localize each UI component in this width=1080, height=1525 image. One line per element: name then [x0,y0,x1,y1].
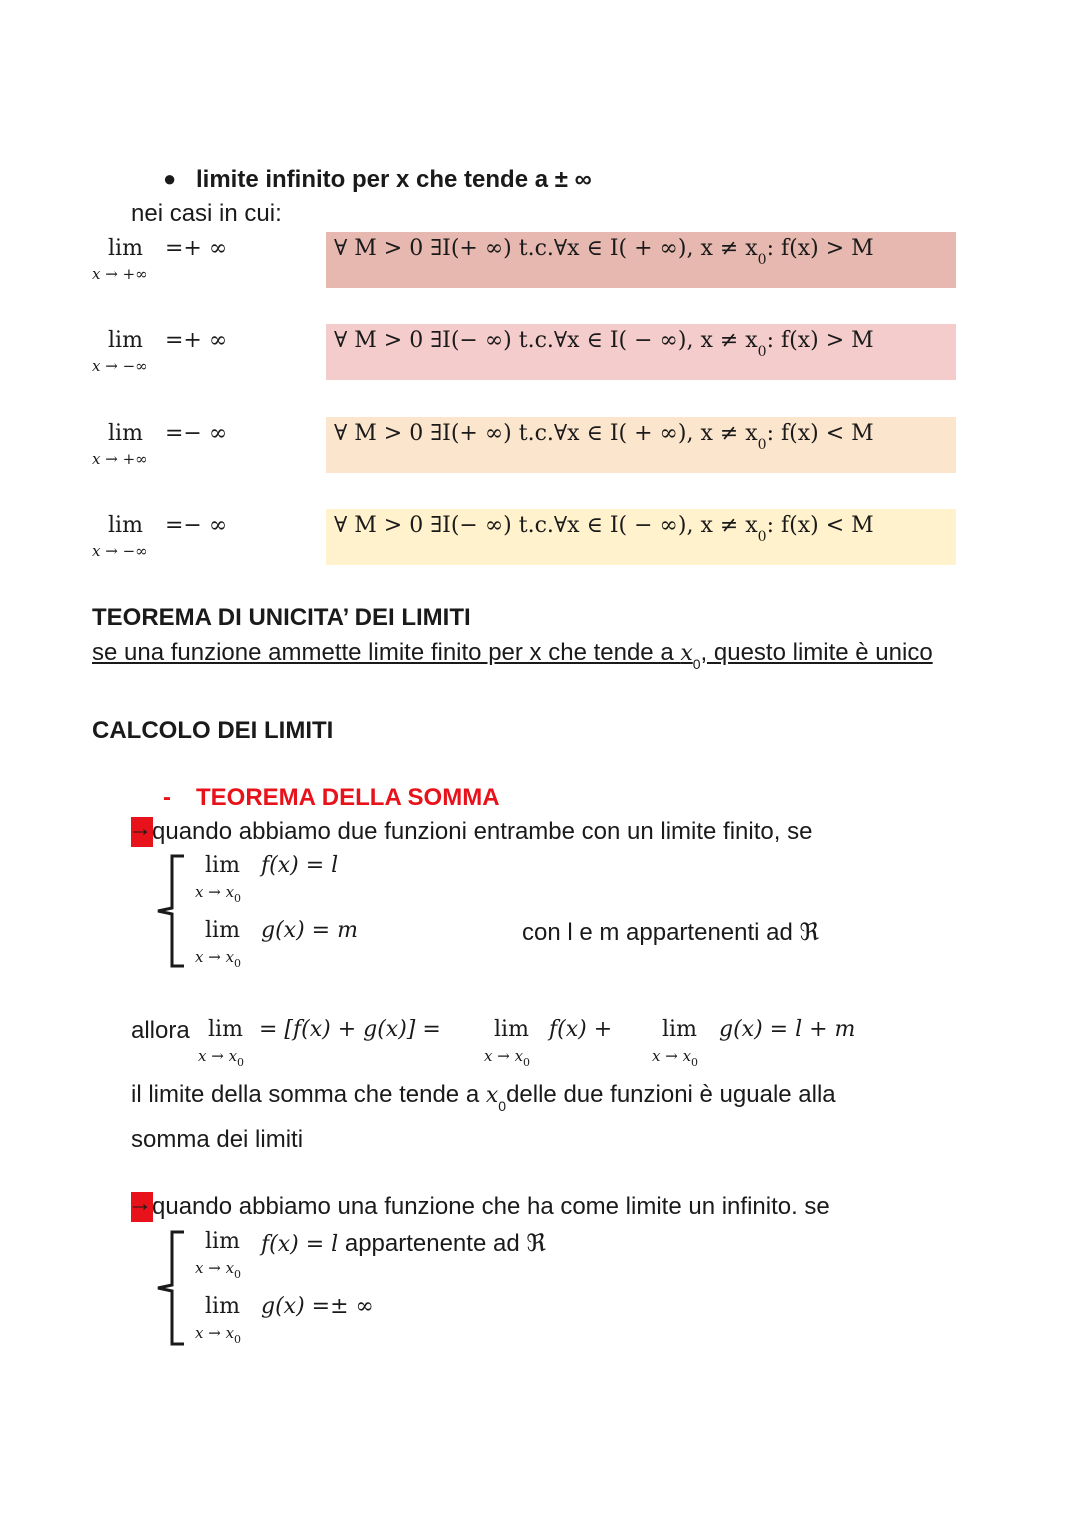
left-brace-icon [154,852,194,970]
lim-subscript: $x \to x_0$ [195,1324,242,1346]
lim-subscript: $x \to x_0$ [195,1259,242,1281]
lim-subscript: x → +∞ [92,450,148,468]
lim-word: lim [108,328,143,353]
lim-subscript: $x \to x_0$ [198,1047,245,1069]
case1-limit-g-expr: g(x) = m [261,918,358,943]
lim-subscript: $x \to x_0$ [195,948,242,970]
case1-note: con l e m appartenenti ad ℜ [522,919,820,946]
condition-formula: ∀ M > 0 ∃I(− ∞) t.c.∀x ∈ I( − ∞), $x \ne x_0$: f(x) > M [334,328,874,360]
lim-word: lim [662,1017,697,1042]
case2-limit-g-expr: g(x) =± ∞ [261,1294,374,1319]
lim-word: lim [205,918,240,943]
lim-subscript: x → −∞ [92,542,148,560]
bullet: ● [163,166,177,191]
uniqueness-statement: se una funzione ammette limite finito per x che tende a $x_0$, questo limite è unico [92,639,933,672]
lim-subscript: x → −∞ [92,357,148,375]
lim-word: lim [205,1229,240,1254]
sum-theorem-title: TEOREMA DELLA SOMMA [196,784,500,811]
lim-word: lim [208,1017,243,1042]
condition-formula: ∀ M > 0 ∃I(+ ∞) t.c.∀x ∈ I( + ∞), $x \ne x_0$: f(x) > M [334,236,874,268]
sum-expression: = [f(x) + g(x)] = [259,1017,441,1042]
lim-subscript: $x \to x_0$ [652,1047,699,1069]
limit-value: =+ ∞ [165,328,228,353]
lim-word: lim [205,1294,240,1319]
f-term: f(x) + [549,1017,613,1042]
limit-value: =− ∞ [165,421,228,446]
condition-formula: ∀ M > 0 ∃I(+ ∞) t.c.∀x ∈ I( + ∞), $x \ne x_0$: f(x) < M [334,421,874,453]
right-arrow-icon: → [128,1190,152,1217]
lim-word: lim [205,853,240,878]
case1-intro: quando abbiamo due funzioni entrambe con un limite finito, se [152,818,813,845]
limit-value: =+ ∞ [165,236,228,261]
calc-title: CALCOLO DEI LIMITI [92,717,334,744]
lim-subscript: x → +∞ [92,265,148,283]
lim-word: lim [108,513,143,538]
explanation-line-1: il limite della somma che tende a $x_0delle$ due funzioni è uguale alla [131,1081,836,1114]
g-term-result: g(x) = l + m [719,1017,856,1042]
lim-word: lim [494,1017,529,1042]
lim-subscript: $x \to x_0$ [195,883,242,905]
right-arrow-icon: → [128,815,152,842]
section-heading-infinite-limit: limite infinito per x che tende a ± ∞ [196,166,592,193]
condition-formula: ∀ M > 0 ∃I(− ∞) t.c.∀x ∈ I( − ∞), $x \ne x_0$: f(x) < M [334,513,874,545]
lim-subscript: $x \to x_0$ [484,1047,531,1069]
left-brace-icon [154,1228,194,1348]
intro-text: nei casi in cui: [131,200,282,227]
case2-intro: quando abbiamo una funzione che ha come limite un infinito. se [152,1193,830,1220]
explanation-line-2: somma dei limiti [131,1126,304,1153]
dash: - [163,784,171,811]
lim-word: lim [108,421,143,446]
limit-value: =− ∞ [165,513,228,538]
uniqueness-title: TEOREMA DI UNICITA’ DEI LIMITI [92,604,471,631]
case1-limit-f-expr: f(x) = l [261,853,339,878]
lim-word: lim [108,236,143,261]
allora-label: allora [131,1017,190,1044]
case2-limit-f-expr: f(x) = l appartenente ad ℜ [261,1230,546,1257]
